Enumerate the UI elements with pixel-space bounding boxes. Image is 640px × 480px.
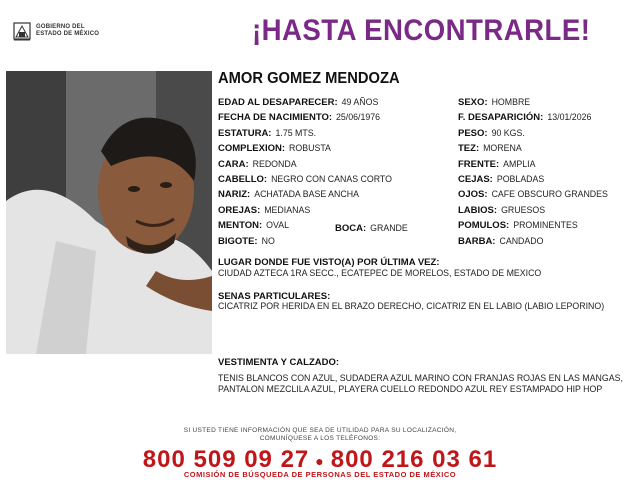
- attribute-label: OJOS:: [458, 189, 488, 201]
- phone-number-1[interactable]: 800 509 09 27: [142, 446, 310, 473]
- attribute-label: FECHA DE NACIMIENTO:: [218, 112, 332, 124]
- attribute-value: 13/01/2026: [547, 112, 592, 123]
- attribute-value: GRUESOS: [501, 204, 546, 215]
- phone-number-2[interactable]: 800 216 03 61: [330, 446, 498, 473]
- attribute-value: CAFE OBSCURO GRANDES: [491, 189, 608, 200]
- attribute-label: CABELLO:: [218, 174, 268, 185]
- attribute-value: MEDIANAS: [264, 204, 311, 215]
- attribute-label: MENTON:: [218, 220, 263, 232]
- attribute-row: [218, 219, 289, 232]
- attribute-label: BARBA:: [458, 235, 496, 247]
- attribute-label: NARIZ:: [218, 189, 251, 201]
- attribute-value: 90 KGS.: [491, 127, 525, 138]
- attribute-label: BIGOTE:: [218, 235, 258, 247]
- attribute-row: [458, 111, 591, 124]
- contact-note-line-1: SI USTED TIENE INFORMACIÓN QUE SEA DE UTILIDAD PARA SU LOCALIZACIÓN,: [183, 427, 457, 434]
- attribute-row: [458, 235, 543, 248]
- missing-person-photo: [6, 71, 212, 354]
- attribute-label: ESTATURA:: [218, 127, 272, 139]
- attribute-row: [458, 142, 522, 155]
- attribute-value: NO: [261, 235, 275, 246]
- government-logo: [12, 20, 99, 42]
- attribute-value: MORENA: [483, 143, 522, 154]
- contact-note-line-2: COMUNÍQUESE A LOS TELÉFONOS:: [259, 435, 381, 442]
- attribute-row: [458, 173, 544, 186]
- last-seen-text: CIUDAD AZTECA 1RA SECC., ECATEPEC DE MORELOS, ESTADO DE MEXICO: [218, 268, 542, 278]
- gov-line-1: GOBIERNO DEL: [36, 24, 85, 30]
- attribute-label: CARA:: [218, 158, 249, 170]
- attribute-value: PROMINENTES: [513, 220, 578, 231]
- attribute-row: [458, 188, 608, 201]
- attribute-row: [218, 173, 392, 186]
- attribute-boca: [335, 222, 408, 235]
- gov-line-2: ESTADO DE MÉXICO: [36, 31, 100, 37]
- attribute-row: [218, 127, 316, 140]
- attribute-value: ACHATADA BASE ANCHA: [254, 189, 359, 200]
- attribute-value: POBLADAS: [496, 174, 545, 184]
- bullet-icon: ●: [315, 452, 325, 469]
- commission-name: COMISIÓN DE BÚSQUEDA DE PERSONAS DEL ESTADO DE MÉXICO: [183, 470, 457, 479]
- poster-headline: ¡HASTA ENCONTRARLE!: [252, 14, 591, 47]
- poster-header: [0, 0, 640, 66]
- attribute-value: 25/06/1976: [336, 112, 381, 123]
- government-name: [36, 24, 99, 38]
- person-name: AMOR GOMEZ MENDOZA: [218, 70, 400, 87]
- attribute-label: PESO:: [458, 127, 488, 139]
- attribute-row: [218, 204, 310, 217]
- attribute-label: OREJAS:: [218, 204, 261, 216]
- particular-marks-title: SENAS PARTICULARES:: [218, 291, 331, 302]
- attribute-row: [458, 96, 530, 109]
- attribute-label: CEJAS:: [458, 174, 493, 185]
- attribute-row: [458, 158, 535, 171]
- attribute-value: 1.75 MTS.: [275, 127, 317, 138]
- particular-marks-text: CICATRIZ POR HERIDA EN EL BRAZO DERECHO, CICATRIZ EN EL LABIO (LABIO LEPORINO): [218, 301, 605, 311]
- clothing-text: TENIS BLANCOS CON AZUL, SUDADERA AZUL MARINO CON FRANJAS ROJAS EN LAS MANGAS, PANTALON MEZCLILA AZUL, PLAYERA CUELLO REDONDO AZUL REY ESTAMPADO HIP HOP: [218, 373, 623, 394]
- attribute-value: HOMBRE: [491, 97, 531, 107]
- attribute-label: F. DESAPARICIÓN:: [458, 112, 544, 124]
- attribute-label: FRENTE:: [458, 158, 500, 170]
- attribute-label: POMULOS:: [458, 220, 510, 232]
- attribute-row: [218, 96, 378, 109]
- attribute-value: OVAL: [266, 220, 289, 231]
- attribute-row: [458, 127, 525, 140]
- attribute-label: TEZ:: [458, 143, 480, 155]
- attribute-row: [218, 188, 359, 201]
- attribute-value: AMPLIA: [503, 158, 536, 169]
- state-seal-icon: [12, 20, 32, 42]
- attribute-value: ROBUSTA: [289, 143, 331, 154]
- attribute-label: SEXO:: [458, 97, 488, 108]
- attribute-value: GRANDE: [370, 223, 408, 233]
- attribute-label: LABIOS:: [458, 204, 498, 216]
- attribute-value: 49 AÑOS: [341, 97, 379, 107]
- attribute-row: [458, 204, 545, 217]
- contact-note: [0, 427, 640, 443]
- last-seen-title: LUGAR DONDE FUE VISTO(A) POR ÚLTIMA VEZ:: [218, 257, 440, 268]
- clothing-title: VESTIMENTA Y CALZADO:: [218, 357, 340, 368]
- attribute-value: CANDADO: [499, 235, 544, 246]
- attribute-label: COMPLEXION:: [218, 143, 286, 155]
- attribute-row: [218, 142, 331, 155]
- attribute-row: [218, 111, 380, 124]
- attribute-label: EDAD AL DESAPARECER:: [218, 97, 338, 108]
- attribute-row: [458, 219, 578, 232]
- attribute-row: [218, 158, 297, 171]
- attribute-value: NEGRO CON CANAS CORTO: [271, 174, 392, 184]
- attribute-label: BOCA:: [335, 223, 367, 234]
- attribute-row: [218, 235, 275, 248]
- attribute-value: REDONDA: [252, 158, 297, 169]
